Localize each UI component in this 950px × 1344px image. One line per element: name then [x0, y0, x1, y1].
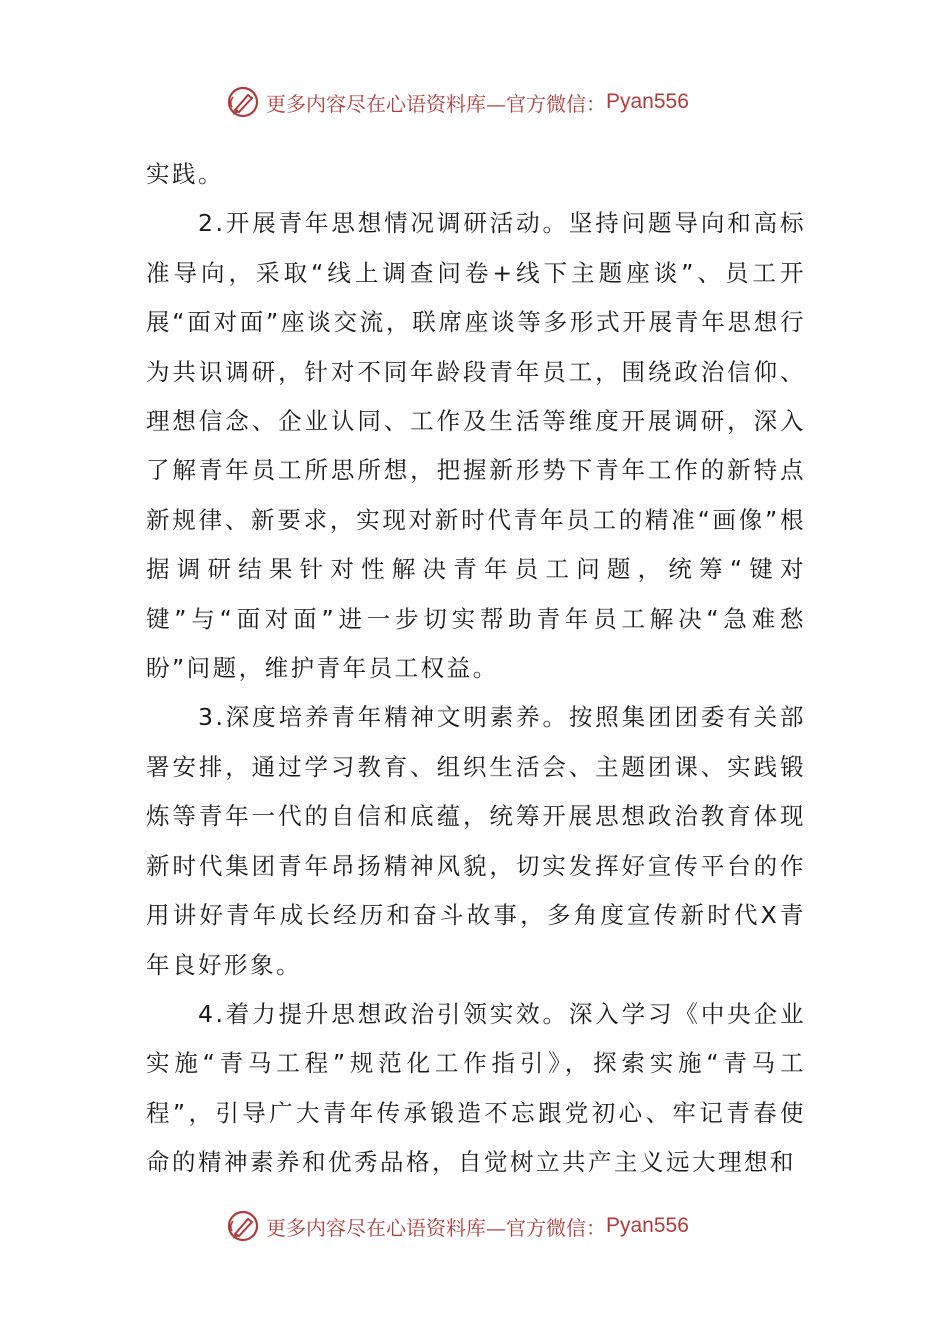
paragraph-item-4: 4.着力提升思想政治引领实效。深入学习《中央企业实施“青马工程”规范化工作指引》，探索实施“青马工程”，引导广大青年传承锻造不忘跟党初心、牢记青春使命的精神素养和优秀品格，自觉树立共产主义远大理想和: [146, 999, 806, 1177]
paragraph-item-3: 3.深度培养青年精神文明素养。按照集团团委有关部署安排，通过学习教育、组织生活会、主题团课、实践锻炼等青年一代的自信和底蕴，统筹开展思想政治教育体现新时代集团青年昂扬精神风貌，切实发挥好宣传平台的作用讲好青年成长经历和奋斗故事，多角度宣传新时代X青年良好形象。: [146, 703, 806, 979]
paragraph-continuation: 实践。: [146, 160, 224, 188]
paragraph-item-2: 2.开展青年思想情况调研活动。坚持问题导向和高标准导向，采取“线上调查问卷+线下主题座谈”、员工开展“面对面”座谈交流，联席座谈等多形式开展青年思想行为共识调研，针对不同年龄段青年员工，围绕政治信仰、理想信念、企业认同、工作及生活等维度开展调研，深入了解青年员工所思所想，把握新形势下青年工作的新特点新规律、新要求，实现对新时代青年员工的精准“画像”根据调研结果针对性解决青年员工问题，统筹“键对键”与“面对面”进一步切实帮助青年员工解决“急难愁盼”问题，维护青年员工权益。: [146, 209, 806, 683]
header-wechat-id: Pyan556: [606, 90, 689, 113]
pen-logo-icon: [226, 85, 260, 119]
footer-banner-text: 更多内容尽在心语资料库—官方微信：: [266, 1215, 606, 1240]
footer-banner: [226, 1206, 689, 1246]
footer-wechat-id: Pyan556: [606, 1214, 689, 1237]
header-banner: [226, 82, 689, 122]
header-banner-text: 更多内容尽在心语资料库—官方微信：: [266, 91, 606, 116]
pen-logo-icon: [226, 1209, 260, 1243]
document-body: [146, 150, 806, 1188]
